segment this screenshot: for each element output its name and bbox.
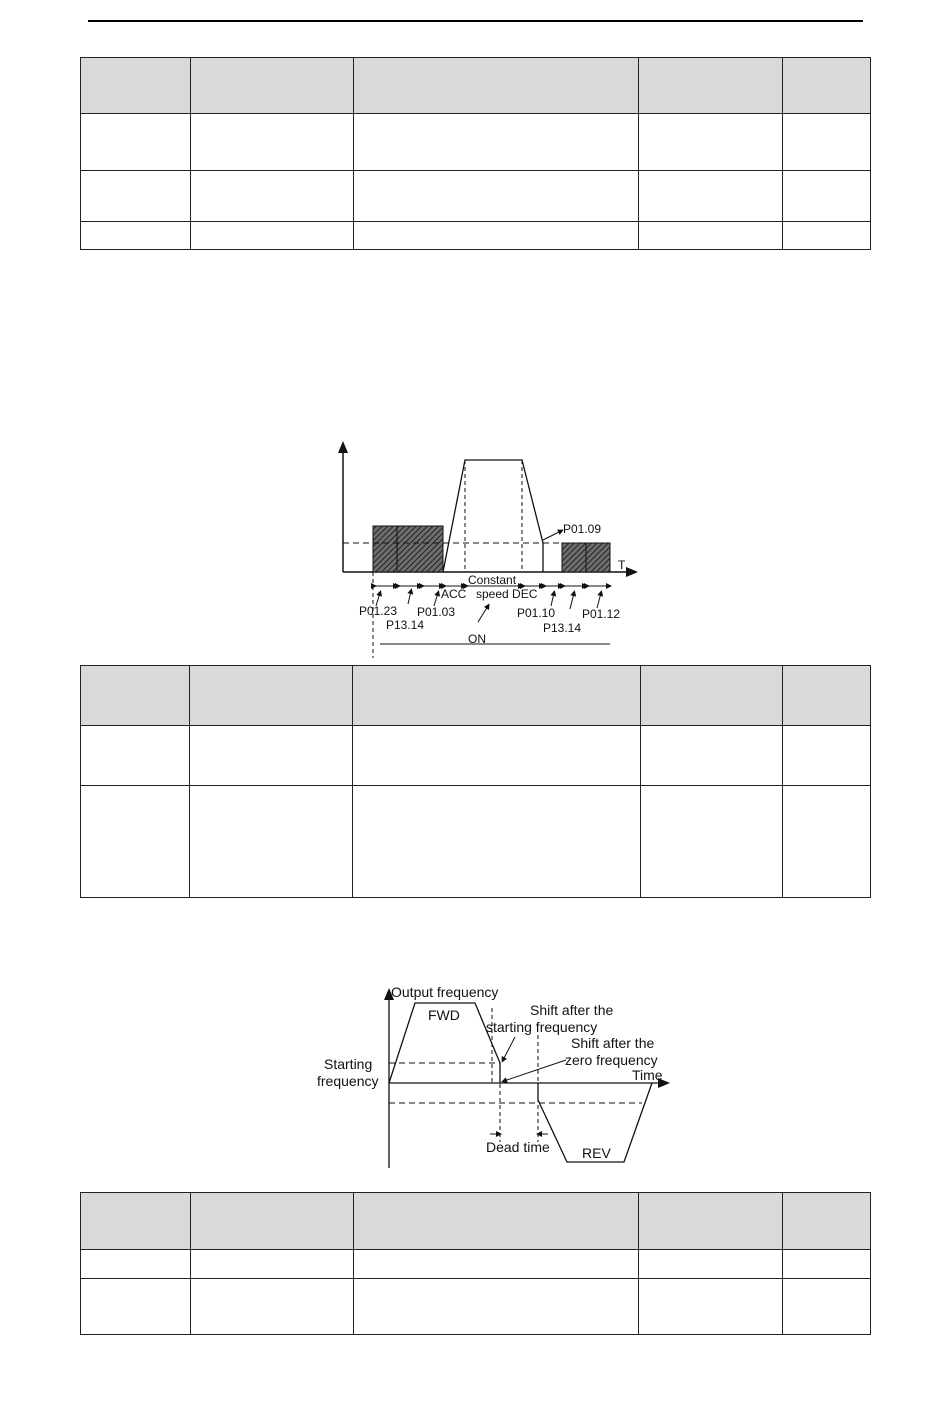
- label-starting-2: frequency: [317, 1073, 379, 1089]
- label-p1314-b: P13.14: [543, 621, 582, 635]
- label-shift-start-2: starting frequency: [486, 1019, 598, 1035]
- parameter-table-1: [80, 57, 871, 250]
- label-shift-start-1: Shift after the: [530, 1002, 614, 1018]
- label-p0112: P01.12: [582, 607, 621, 621]
- x-axis-arrow-icon: [626, 567, 638, 577]
- label-shift-zero-1: Shift after the: [571, 1035, 655, 1051]
- table-row: [81, 171, 871, 222]
- header-rule: [88, 20, 863, 22]
- table-header-row: [81, 666, 871, 726]
- dead-time-diagram: [312, 980, 692, 1172]
- table-row: [81, 726, 871, 786]
- label-speed-dec: speed DEC: [476, 587, 538, 601]
- axis-label-t: T: [618, 558, 626, 572]
- braking-timing-diagram: [330, 436, 650, 662]
- label-constant: Constant: [468, 573, 517, 587]
- label-starting-1: Starting: [324, 1056, 373, 1072]
- parameter-table-2: [80, 665, 871, 898]
- table-header-row: [81, 58, 871, 114]
- table-row: [81, 1279, 871, 1335]
- table-row: [81, 786, 871, 898]
- table-row: [81, 1250, 871, 1279]
- label-fwd: FWD: [428, 1007, 460, 1023]
- label-output-frequency: Output frequency: [391, 984, 499, 1000]
- shift-zero-arrow: [504, 1060, 566, 1081]
- table-header-row: [81, 1193, 871, 1250]
- dc-brake-block: [562, 543, 586, 572]
- label-time: Time: [632, 1067, 663, 1083]
- table-row: [81, 114, 871, 171]
- shift-start-arrow: [503, 1037, 515, 1060]
- dc-brake-block: [373, 526, 397, 572]
- label-p0103: P01.03: [417, 605, 456, 619]
- label-dead-time: Dead time: [486, 1139, 550, 1155]
- frequency-curve: [443, 460, 543, 572]
- table-row: [81, 222, 871, 250]
- label-acc: ACC: [441, 587, 467, 601]
- y-axis-arrow-icon: [338, 441, 348, 453]
- label-on: ON: [468, 632, 486, 646]
- pointer-arrow: [543, 531, 561, 540]
- dc-brake-block: [586, 543, 610, 572]
- parameter-table-3: [80, 1192, 871, 1335]
- label-p0123: P01.23: [359, 604, 398, 618]
- label-rev: REV: [582, 1145, 611, 1161]
- label-p1314-a: P13.14: [386, 618, 425, 632]
- label-p0110: P01.10: [517, 606, 556, 620]
- dc-brake-block: [397, 526, 443, 572]
- label-shift-zero-2: zero frequency: [565, 1052, 658, 1068]
- label-p0109: P01.09: [563, 522, 602, 536]
